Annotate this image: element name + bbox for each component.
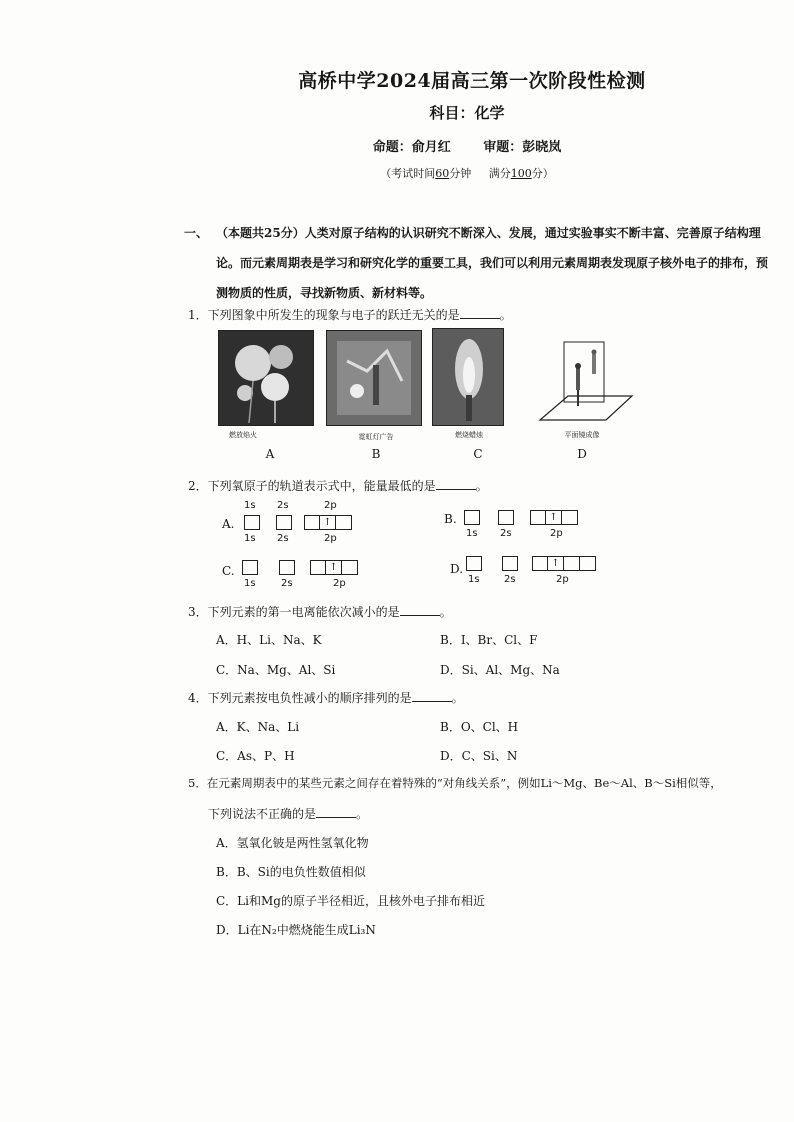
q1-text: 1．下列图象中所发生的现象与电子的跃迁无关的是: [188, 308, 460, 322]
label-2s: 2s: [504, 574, 516, 585]
orbital-box: [464, 510, 480, 525]
question-2-stem: [188, 477, 488, 494]
label-2p: 2p: [333, 578, 346, 589]
setter: 命题：俞月红: [372, 140, 451, 155]
authors-line: [0, 136, 794, 155]
orbital-d-2s: [502, 556, 518, 571]
arrow-up-icon: ↑: [329, 562, 338, 573]
label-2s: 2s: [281, 578, 293, 589]
orbital-b-2s: [498, 510, 514, 525]
section-intro: （本题共25分）人类对原子结构的认识研究不断深入、发展，通过实验事实不断丰富、完善原子结构理论。而元素周期表是学习和研究化学的重要工具，我们可以利用元素周期表发现原子核外电子的排布，预测物质的性质，寻找新物质、新材料等。: [216, 226, 769, 300]
full-mark-prefix: 满分: [488, 167, 511, 180]
label-1s-bottom: 1s: [244, 533, 256, 544]
photo-candle: [432, 328, 504, 426]
question-5-stem-2: [208, 805, 368, 822]
section-1: [184, 218, 778, 308]
mirror-image: [536, 332, 636, 428]
exam-time-unit: 分钟: [449, 167, 472, 180]
orbital-box: [336, 515, 352, 530]
fireworks-image: [219, 331, 313, 425]
orbital-box: [466, 556, 482, 571]
label-2s: 2s: [500, 528, 512, 539]
label-2p: 2p: [556, 574, 569, 585]
arrow-up-icon: ↑: [549, 512, 558, 523]
q4-option-d[interactable]: D．C、Si、N: [440, 749, 518, 763]
q3-option-c[interactable]: C．Na、Mg、Al、Si: [216, 663, 336, 677]
answer-blank[interactable]: [400, 603, 440, 616]
full-mark-suffix: 分）: [531, 167, 554, 180]
orbital-box: [580, 556, 596, 571]
section-number: 一、: [184, 226, 209, 240]
arrow-up-icon: ↑: [551, 558, 560, 569]
caption-b: 霓虹灯广告: [358, 433, 394, 441]
label-1s: 1s: [468, 574, 480, 585]
letter-a[interactable]: A: [265, 447, 275, 461]
orbital-c-1s: [242, 560, 258, 575]
q4-option-a[interactable]: A．K、Na、Li: [216, 720, 300, 734]
orbital-box: [326, 560, 342, 575]
caption-c: 燃烧蜡烛: [455, 431, 483, 439]
orbital-box: [502, 556, 518, 571]
orbital-d-1s: [466, 556, 482, 571]
orbital-box: [244, 515, 260, 530]
orbital-box: [279, 560, 295, 575]
caption-a: 燃放焰火: [229, 431, 257, 439]
orbital-box: [242, 560, 258, 575]
q3-end: 。: [439, 605, 452, 619]
orbital-box: [562, 510, 578, 525]
label-1s: 1s: [244, 578, 256, 589]
q1-end: 。: [499, 308, 512, 322]
answer-blank[interactable]: [460, 306, 500, 319]
q4-end: 。: [451, 691, 464, 705]
letter-b[interactable]: B: [371, 447, 381, 461]
q4-option-b[interactable]: B．O、Cl、H: [440, 720, 519, 734]
label-1s: 1s: [466, 528, 478, 539]
answer-blank[interactable]: [316, 805, 356, 818]
orbital-a-2s: [276, 515, 292, 530]
subject-line: 科目：化学: [429, 104, 505, 122]
q4-option-c[interactable]: C．As、P、H: [216, 749, 295, 763]
orbital-box: [564, 556, 580, 571]
exam-time-prefix: （考试时间: [380, 167, 436, 180]
orbital-box: [320, 515, 336, 530]
q5-option-a[interactable]: A．氢氧化铍是两性氢氧化物: [216, 836, 369, 850]
photo-neon: [326, 330, 422, 426]
orbital-box: [310, 560, 326, 575]
orbital-c-2s: [279, 560, 295, 575]
neon-image: [327, 331, 421, 425]
q3-text: 3．下列元素的第一电离能依次减小的是: [188, 605, 400, 619]
label-2s-bottom: 2s: [277, 533, 289, 544]
option-d-label[interactable]: D.: [450, 562, 464, 576]
orbital-c-2p: [310, 560, 358, 575]
photo-fireworks: [218, 330, 314, 426]
orbital-box: [304, 515, 320, 530]
arrow-up-icon: ↑: [323, 517, 332, 528]
question-3-stem: [188, 603, 452, 620]
exam-time-value: 60: [435, 167, 450, 180]
q2-end: 。: [475, 479, 488, 493]
q5-text-2: 下列说法不正确的是: [208, 807, 317, 821]
orbital-a-1s: [244, 515, 260, 530]
orbital-box: [530, 510, 546, 525]
orbital-b-1s: [464, 510, 480, 525]
option-c-label[interactable]: C.: [222, 564, 235, 578]
page-title: 高桥中学2024届高三第一次阶段性检测: [298, 70, 646, 92]
label-2p: 2p: [550, 528, 563, 539]
orbital-box: [276, 515, 292, 530]
photo-mirror: [536, 332, 636, 428]
q3-option-b[interactable]: B．I、Br、Cl、F: [440, 633, 538, 647]
question-5-stem: 5．在元素周期表中的某些元素之间存在着特殊的“对角线关系”，例如Li～Mg、Be～Al、B～Si相似等，: [188, 776, 722, 790]
q3-option-d[interactable]: D．Si、Al、Mg、Na: [440, 663, 560, 677]
label-2p-bottom: 2p: [324, 533, 337, 544]
orbital-box: [532, 556, 548, 571]
answer-blank[interactable]: [436, 477, 476, 490]
orbital-box: [498, 510, 514, 525]
reviewer: 审题：彭晓岚: [483, 140, 562, 155]
q3-option-a[interactable]: A．H、Li、Na、K: [216, 633, 322, 647]
option-b-label[interactable]: B.: [444, 512, 457, 526]
exam-info: [0, 165, 794, 181]
letter-d[interactable]: D: [577, 447, 587, 461]
label-2s-top: 2s: [277, 500, 289, 511]
question-1-stem: [188, 306, 512, 323]
orbital-box: [342, 560, 358, 575]
orbital-b-2p: [530, 510, 578, 525]
label-1s-top: 1s: [244, 500, 256, 511]
orbital-d-2p: [532, 556, 596, 571]
letter-c[interactable]: C: [473, 447, 483, 461]
orbital-a-2p: [304, 515, 352, 530]
option-a-label[interactable]: A.: [222, 517, 235, 531]
orbital-box: [546, 510, 562, 525]
orbital-box: [548, 556, 564, 571]
caption-d: 平面镜成像: [564, 431, 600, 439]
q4-text: 4．下列元素按电负性减小的顺序排列的是: [188, 691, 412, 705]
answer-blank[interactable]: [412, 689, 452, 702]
q5-option-b[interactable]: B．B、Si的电负性数值相似: [216, 865, 366, 879]
q5-end: 。: [356, 807, 369, 821]
q2-text: 2．下列氧原子的轨道表示式中，能量最低的是: [188, 479, 436, 493]
full-mark-value: 100: [510, 167, 532, 180]
question-4-stem: [188, 689, 464, 706]
label-2p-top: 2p: [324, 500, 337, 511]
candle-image: [433, 329, 503, 425]
q5-option-d[interactable]: D．Li在N₂中燃烧能生成Li₃N: [216, 923, 376, 937]
q5-option-c[interactable]: C．Li和Mg的原子半径相近，且核外电子排布相近: [216, 894, 485, 908]
